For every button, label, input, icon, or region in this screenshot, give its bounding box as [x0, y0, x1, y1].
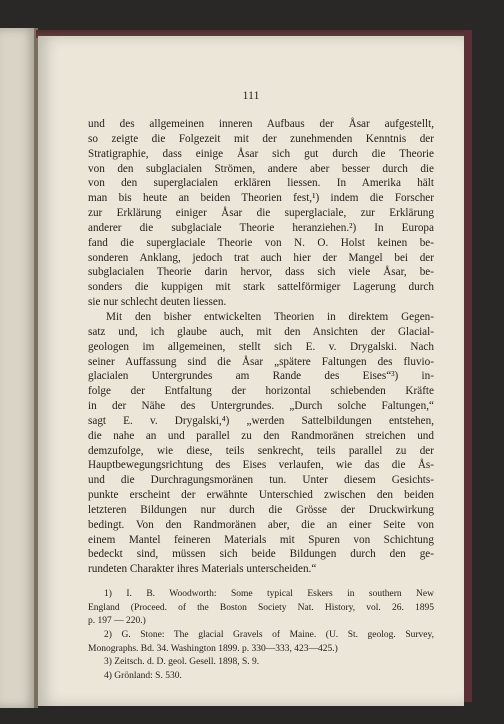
text-line: demzufolge, wie diese, teils senkrecht, teils parallel zu der: [88, 444, 434, 457]
body-text: [88, 117, 434, 577]
text-line: Hauptbewegungsrichtung des Eises verlaufen, wie das die Ås-: [88, 459, 434, 472]
book-page: [38, 36, 464, 706]
text-line: sonders die kuppigen mit stark sattelförmiger Lagerung durch: [88, 281, 434, 294]
text-line: Stratigraphie, dass einige Åsar sich gut durch die Theorie: [88, 147, 434, 160]
text-line: geologen im allgemeinen, stellt sich E. v. Drygalski. Nach: [88, 340, 434, 353]
text-line: sonderen Anklang, jedoch trat auch hier der Mangel bei der: [88, 251, 434, 264]
footnote-line: Monographs. Bd. 34. Washington 1899. p. 330—333, 423—425.): [88, 643, 338, 654]
text-line: bedeckt sind, müssen sich beide Bildungen durch den ge-: [88, 548, 434, 561]
footnote-line: England (Proceed. of the Boston Society Nat. History, vol. 26. 1895: [88, 602, 434, 613]
text-line: sagt E. v. Drygalski,⁴) „werden Sattelbildungen entstehen,: [88, 414, 434, 427]
text-line: punkte erscheint der erwähnte Unterschied zwischen den beiden: [88, 489, 434, 502]
text-line: die nahe an und parallel zu den Randmoränen streichen und: [88, 429, 434, 442]
text-line: in der Nähe des Untergrundes. „Durch solche Faltungen,“: [88, 400, 434, 413]
text-line: man bis heute an beiden Theorien fest,¹) indem die Forscher: [88, 192, 434, 205]
footnote-line: 2) G. Stone: The glacial Gravels of Maine. (U. St. geolog. Survey,: [104, 630, 434, 641]
text-line: letzteren Bildungen nur durch die Grösse der Druckwirkung: [88, 503, 434, 516]
text-line: zur Erklärung einiger Åsar die superglaciale, zur Erklärung: [88, 207, 434, 220]
text-line: und die Durchragungsmoränen tun. Unter diesem Gesichts-: [88, 474, 434, 487]
text-line: anderer die subglaciale Theorie heranziehen.²) In Europa: [88, 221, 434, 234]
footnote-line: p. 197 — 220.): [88, 616, 146, 627]
footnote-line: 4) Grönland: S. 530.: [104, 671, 182, 682]
text-line: und des allgemeinen inneren Aufbaus der Åsar aufgestellt,: [88, 118, 434, 130]
footnote-line: 3) Zeitsch. d. D. geol. Gesell. 1898, S. 9.: [104, 657, 260, 668]
text-line: Mit den bisher entwickelten Theorien in direktem Gegen-: [106, 310, 434, 323]
facing-page-edge: [0, 28, 36, 708]
text-line: glacialen Untergrundes am Rande des Eises“³) in-: [88, 370, 434, 383]
text-line: von den superglacialen erklären liessen. In Amerika hält: [88, 177, 434, 190]
book-cover-right: [464, 30, 472, 702]
text-line: sie nur schlecht deuten liessen.: [88, 296, 227, 309]
page-number: 111: [242, 88, 260, 102]
text-line: folge der Entfaltung der horizontal schiebenden Kräfte: [88, 385, 434, 398]
text-line: bedingt. Von den Randmoränen aber, die an einer Seite von: [88, 518, 434, 531]
text-line: einem Mantel feineren Materials mit Spuren von Schichtung: [88, 533, 434, 546]
text-line: fand die superglaciale Theorie von N. O. Holst keinen be-: [88, 236, 434, 249]
text-line: rundeten Charakter ihres Materials unterscheiden.“: [88, 563, 317, 576]
text-line: von den subglacialen Strömen, andere aber besser durch die: [88, 162, 434, 175]
text-line: subglacialen Theorie darin hervor, dass sich viele Åsar, be-: [88, 266, 434, 279]
footnotes: [88, 588, 434, 684]
text-line: so zeigte die Folgezeit mit der zunehmenden Kenntnis der: [88, 132, 434, 145]
footnote-line: 1) I. B. Woodworth: Some typical Eskers in southern New: [104, 589, 434, 599]
text-line: satz und, ich glaube auch, mit den Ansichten der Glacial-: [88, 325, 434, 338]
text-line: seiner Auffassung sind die Åsar „spätere Faltungen des fluvio-: [88, 355, 434, 368]
